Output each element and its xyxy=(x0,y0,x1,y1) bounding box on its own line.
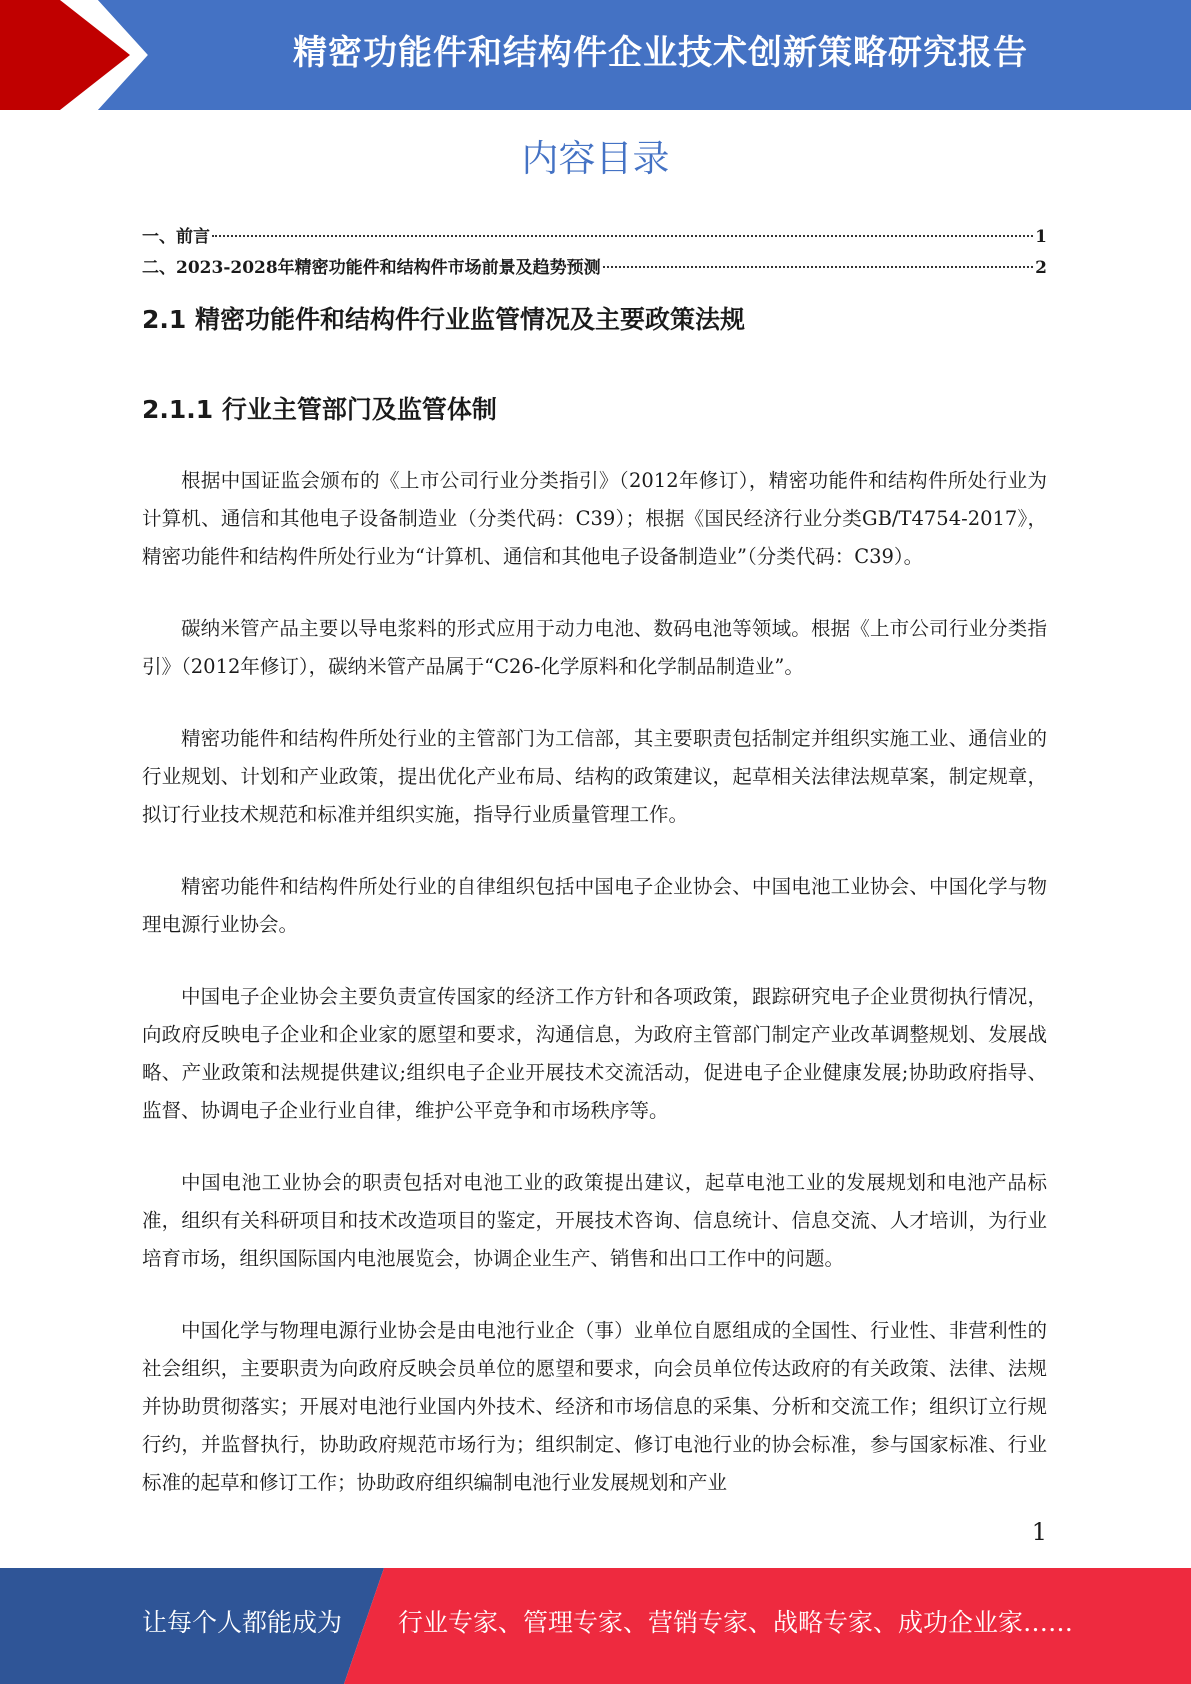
subsection-heading: 2.1.1 行业主管部门及监管体制 xyxy=(142,395,497,424)
paragraph: 中国化学与物理电源行业协会是由电池行业企（事）业单位自愿组成的全国性、行业性、非营利性的社会组织，主要职责为向政府反映会员单位的愿望和要求，向会员单位传达政府的有关政策、法律、法规并协助贯彻落实；开展对电池行业国内外技术、经济和市场信息的采集、分析和交流工作；组织订立行规行约，并监督执行，协助政府规范市场行为；组织制定、修订电池行业的协会标准，参与国家标准、行业标准的起草和修订工作；协助政府组织编制电池行业发展规划和产业 xyxy=(142,1319,1047,1494)
toc-item-page: 1 xyxy=(1035,227,1047,247)
body-text xyxy=(142,462,1047,1536)
paragraph: 碳纳米管产品主要以导电浆料的形式应用于动力电池、数码电池等领域。根据《上市公司行业分类指引》（2012年修订），碳纳米管产品属于“C26-化学原料和化学制品制造业”。 xyxy=(142,617,1047,678)
paragraph: 精密功能件和结构件所处行业的主管部门为工信部，其主要职责包括制定并组织实施工业、通信业的行业规划、计划和产业政策，提出优化产业布局、结构的政策建议，起草相关法律法规草案，制定规章，拟订行业技术规范和标准并组织实施，指导行业质量管理工作。 xyxy=(142,727,1047,826)
paragraph: 中国电池工业协会的职责包括对电池工业的政策提出建议，起草电池工业的发展规划和电池产品标准，组织有关科研项目和技术改造项目的鉴定，开展技术咨询、信息统计、信息交流、人才培训，为行业培育市场，组织国际国内电池展览会，协调企业生产、销售和出口工作中的问题。 xyxy=(142,1171,1047,1270)
toc-leader-dots xyxy=(603,266,1033,268)
toc-item-label: 二、2023-2028年精密功能件和结构件市场前景及趋势预测 xyxy=(142,258,601,278)
page-number: 1 xyxy=(1031,1518,1047,1546)
paragraph: 精密功能件和结构件所处行业的自律组织包括中国电子企业协会、中国电池工业协会、中国化学与物理电源行业协会。 xyxy=(142,875,1047,936)
table-of-contents xyxy=(142,222,1047,284)
section-heading: 2.1 精密功能件和结构件行业监管情况及主要政策法规 xyxy=(142,305,745,334)
paragraph: 根据中国证监会颁布的《上市公司行业分类指引》（2012年修订），精密功能件和结构件所处行业为计算机、通信和其他电子设备制造业（分类代码：C39）；根据《国民经济行业分类GB/T4754-2017》，精密功能件和结构件所处行业为“计算机、通信和其他电子设备制造业”（分类代码：C39）。 xyxy=(142,469,1047,568)
paragraph: 中国电子企业协会主要负责宣传国家的经济工作方针和各项政策，跟踪研究电子企业贯彻执行情况，向政府反映电子企业和企业家的愿望和要求，沟通信息，为政府主管部门制定产业改革调整规划、发展战略、产业政策和法规提供建议;组织电子企业开展技术交流活动，促进电子企业健康发展;协助政府指导、监督、协调电子企业行业自律，维护公平竞争和市场秩序等。 xyxy=(142,985,1047,1122)
header-band xyxy=(0,0,1191,110)
footer-slogan-left: 让每个人都能成为 xyxy=(142,1608,343,1637)
toc-item[interactable] xyxy=(142,222,1047,253)
toc-item[interactable] xyxy=(142,253,1047,284)
toc-heading: 内容目录 xyxy=(521,137,670,180)
report-title: 精密功能件和结构件企业技术创新策略研究报告 xyxy=(293,33,1028,73)
footer-slogan-right: 行业专家、管理专家、营销专家、战略专家、成功企业家…… xyxy=(398,1608,1074,1637)
toc-item-label: 一、前言 xyxy=(142,227,210,247)
toc-item-page: 2 xyxy=(1035,258,1047,278)
footer-band xyxy=(0,1568,1191,1684)
toc-leader-dots xyxy=(212,235,1033,237)
